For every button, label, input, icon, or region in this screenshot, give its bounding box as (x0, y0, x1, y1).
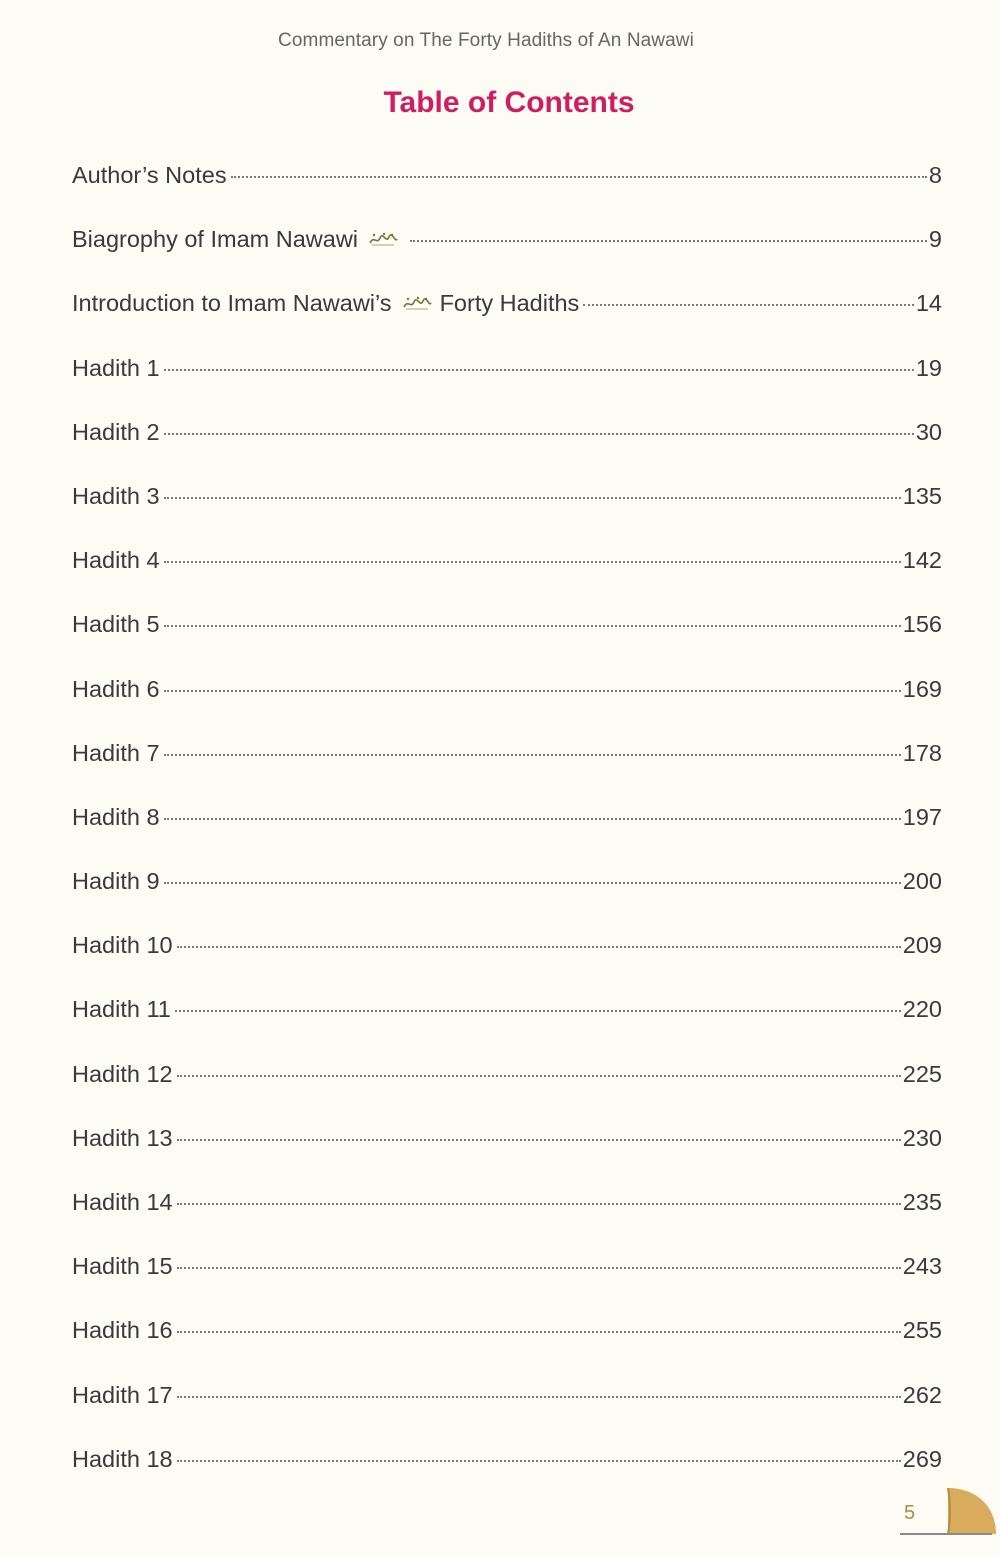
dot-leader (175, 1010, 901, 1012)
toc-entry-label: Hadith 7 (72, 739, 160, 766)
toc-entry-page: 169 (902, 675, 942, 702)
toc-entry-page: 135 (902, 482, 942, 509)
dot-leader (164, 625, 901, 627)
dot-leader (177, 1139, 901, 1141)
toc-entry-label: Hadith 9 (72, 868, 160, 895)
dot-leader (177, 1267, 901, 1269)
toc-entry-authors-notes (72, 162, 942, 226)
toc-entry-page: 178 (902, 739, 942, 766)
toc-entry-page: 9 (928, 226, 942, 253)
dot-leader (177, 1460, 901, 1462)
dot-leader (164, 818, 901, 820)
toc-entry-label: Author’s Notes (72, 162, 227, 188)
toc-entry-hadith-17 (72, 1382, 942, 1446)
dot-leader (164, 561, 901, 563)
toc-entry-page: 230 (902, 1124, 942, 1151)
dot-leader (583, 304, 914, 306)
toc-entry-label: Hadith 2 (72, 418, 160, 445)
toc-entry-hadith-4 (72, 547, 942, 611)
dot-leader (164, 369, 914, 371)
toc-list (72, 162, 942, 1510)
toc-entry-hadith-15 (72, 1253, 942, 1317)
toc-entry-label: Hadith 16 (72, 1317, 173, 1344)
toc-entry-hadith-14 (72, 1189, 942, 1253)
toc-entry-label: Hadith 10 (72, 932, 173, 959)
dot-leader (164, 690, 901, 692)
toc-entry-hadith-3 (72, 483, 942, 547)
dot-leader (410, 240, 927, 242)
rahimahullah-calligraphy-icon (402, 295, 432, 311)
page-number: 5 (904, 1502, 916, 1524)
toc-entry-label: Introduction to Imam Nawawi’s (72, 290, 392, 317)
toc-entry-hadith-8 (72, 804, 942, 868)
toc-entry-page: 200 (902, 868, 942, 895)
running-header: Commentary on The Forty Hadiths of An Nawawi (278, 30, 694, 51)
toc-title: Table of Contents (383, 86, 635, 119)
toc-entry-hadith-7 (72, 740, 942, 804)
toc-entry-page: 197 (902, 803, 942, 830)
toc-entry-hadith-11 (72, 996, 942, 1060)
dot-leader (164, 754, 901, 756)
dot-leader (177, 1396, 901, 1398)
toc-entry-hadith-2 (72, 419, 942, 483)
toc-entry-label: Hadith 17 (72, 1381, 173, 1408)
toc-entry-page: 269 (902, 1445, 942, 1472)
toc-entry-page: 220 (902, 996, 942, 1023)
toc-entry-hadith-6 (72, 676, 942, 740)
toc-entry-page: 142 (902, 547, 942, 574)
dot-leader (177, 1331, 901, 1333)
toc-entry-hadith-16 (72, 1317, 942, 1381)
toc-entry-biography (72, 226, 942, 290)
toc-entry-page: 235 (902, 1189, 942, 1215)
dot-leader (177, 1203, 901, 1205)
toc-entry-page: 262 (902, 1381, 942, 1408)
toc-entry-page: 30 (915, 418, 942, 445)
toc-entry-label: Hadith 4 (72, 547, 160, 574)
toc-entry-label: Hadith 1 (72, 354, 160, 381)
toc-entry-page: 243 (902, 1253, 942, 1280)
page-footer (900, 1488, 1000, 1538)
toc-entry-hadith-1 (72, 355, 942, 419)
toc-entry-introduction (72, 290, 942, 354)
rahimahullah-calligraphy-icon (368, 231, 398, 247)
toc-entry-page: 14 (915, 290, 942, 317)
toc-entry-page: 8 (928, 162, 942, 188)
dot-leader (164, 497, 901, 499)
dot-leader (164, 882, 901, 884)
dot-leader (164, 433, 914, 435)
toc-entry-label: Hadith 3 (72, 482, 160, 509)
dot-leader (177, 946, 901, 948)
toc-entry-hadith-12 (72, 1061, 942, 1125)
toc-entry-label: Hadith 15 (72, 1253, 173, 1280)
toc-entry-hadith-13 (72, 1125, 942, 1189)
quarter-circle-ornament-icon (942, 1488, 996, 1534)
toc-entry-hadith-10 (72, 932, 942, 996)
toc-entry-page: 209 (902, 932, 942, 959)
toc-entry-label: Hadith 8 (72, 803, 160, 830)
toc-entry-label: Hadith 11 (72, 996, 171, 1023)
toc-entry-hadith-5 (72, 611, 942, 675)
toc-entry-label: Hadith 12 (72, 1060, 173, 1087)
toc-entry-label: Biagrophy of Imam Nawawi (72, 226, 359, 253)
toc-entry-hadith-9 (72, 868, 942, 932)
dot-leader (177, 1075, 901, 1077)
toc-entry-hadith-18 (72, 1446, 942, 1510)
toc-entry-label: Hadith 6 (72, 675, 160, 702)
toc-entry-page: 225 (902, 1060, 942, 1087)
toc-entry-page: 255 (902, 1317, 942, 1344)
toc-entry-page: 156 (902, 611, 942, 638)
toc-entry-label: Hadith 13 (72, 1124, 173, 1151)
toc-entry-page: 19 (915, 354, 942, 381)
toc-entry-label: Hadith 18 (72, 1445, 173, 1472)
toc-entry-label: Hadith 14 (72, 1189, 173, 1215)
dot-leader (231, 176, 927, 178)
toc-entry-label-continued: Forty Hadiths (439, 290, 580, 317)
toc-entry-label: Hadith 5 (72, 611, 160, 638)
footer-rule (900, 1533, 992, 1535)
